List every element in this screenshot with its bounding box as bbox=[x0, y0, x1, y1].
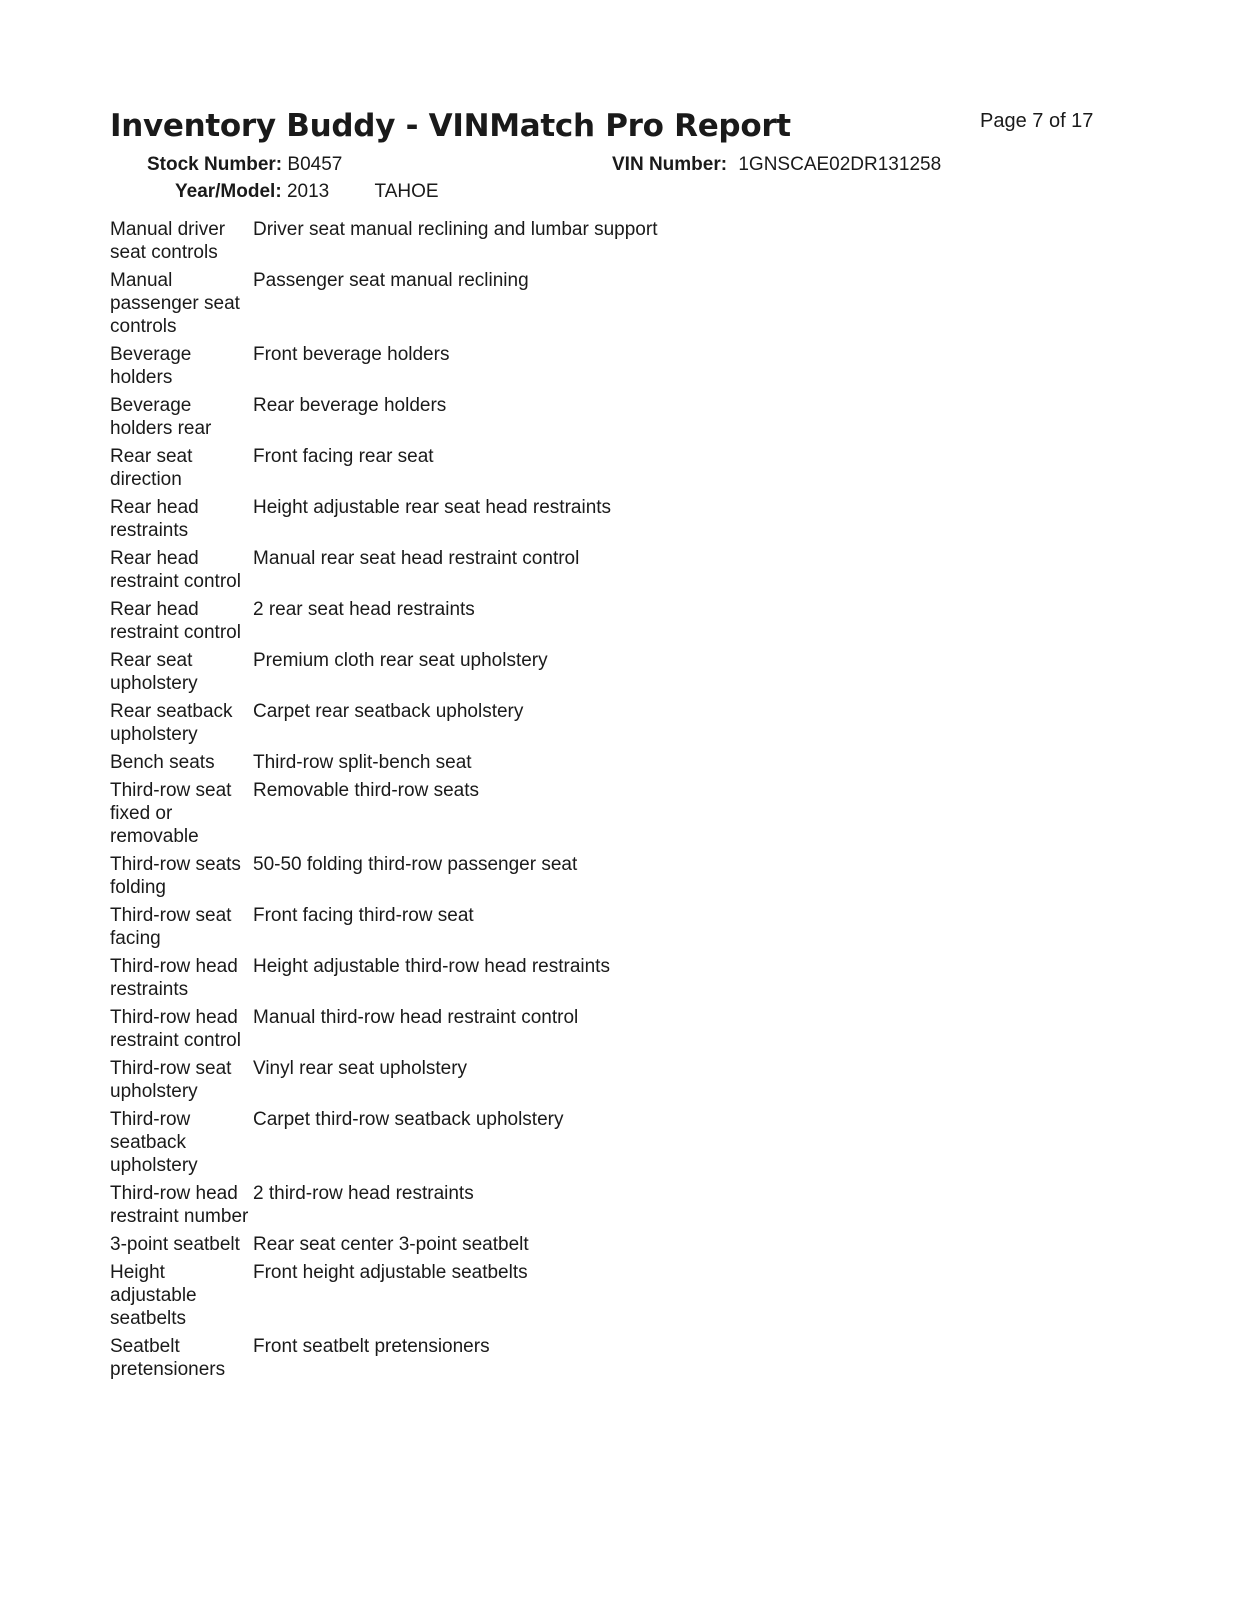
feature-value: 2 third-row head restraints bbox=[253, 1183, 474, 1204]
feature-value: Vinyl rear seat upholstery bbox=[253, 1058, 468, 1079]
feature-label: Manual passenger seat controls bbox=[110, 270, 240, 337]
feature-value: 2 rear seat head restraints bbox=[253, 599, 475, 620]
feature-row bbox=[110, 218, 750, 264]
feature-row bbox=[110, 1006, 750, 1052]
year-value: 2013 bbox=[286, 181, 330, 202]
feature-value: 50-50 folding third-row passenger seat bbox=[253, 854, 578, 875]
feature-label: Seatbelt pretensioners bbox=[110, 1336, 226, 1380]
feature-value: Carpet rear seatback upholstery bbox=[253, 701, 524, 722]
feature-label: Third-row seatback upholstery bbox=[110, 1109, 198, 1176]
feature-value: Height adjustable rear seat head restraints bbox=[253, 497, 612, 518]
feature-row bbox=[110, 1335, 750, 1381]
feature-label: Beverage holders bbox=[110, 344, 192, 388]
feature-value: Passenger seat manual reclining bbox=[253, 270, 529, 291]
feature-value: Front facing rear seat bbox=[253, 446, 434, 467]
feature-row bbox=[110, 853, 750, 899]
feature-label: Manual driver seat controls bbox=[110, 219, 226, 263]
feature-row bbox=[110, 1182, 750, 1228]
feature-row bbox=[110, 547, 750, 593]
feature-label: Rear seat direction bbox=[110, 446, 193, 490]
feature-value: Front height adjustable seatbelts bbox=[253, 1262, 528, 1283]
stock-number-line bbox=[147, 154, 342, 176]
feature-value: Height adjustable third-row head restraints bbox=[253, 956, 610, 977]
report-title: Inventory Buddy - VINMatch Pro Report bbox=[110, 108, 791, 144]
feature-label: Bench seats bbox=[110, 752, 215, 773]
feature-value: Removable third-row seats bbox=[253, 780, 479, 801]
feature-value: Rear beverage holders bbox=[253, 395, 447, 416]
feature-label: Third-row seat facing bbox=[110, 905, 232, 949]
feature-value: Manual rear seat head restraint control bbox=[253, 548, 580, 569]
feature-row bbox=[110, 779, 750, 848]
feature-value: Front facing third-row seat bbox=[253, 905, 474, 926]
feature-row bbox=[110, 598, 750, 644]
vin-number-label: VIN Number: bbox=[612, 154, 728, 175]
feature-value: Premium cloth rear seat upholstery bbox=[253, 650, 548, 671]
model-value: TAHOE bbox=[374, 181, 439, 202]
feature-row bbox=[110, 649, 750, 695]
vin-number-value: 1GNSCAE02DR131258 bbox=[738, 154, 942, 175]
feature-label: Beverage holders rear bbox=[110, 395, 212, 439]
feature-row bbox=[110, 955, 750, 1001]
feature-row bbox=[110, 394, 750, 440]
feature-row bbox=[110, 751, 750, 774]
feature-label: Rear head restraint control bbox=[110, 548, 241, 592]
feature-value: Third-row split-bench seat bbox=[253, 752, 472, 773]
feature-row bbox=[110, 1108, 750, 1177]
feature-row bbox=[110, 1057, 750, 1103]
feature-value: Rear seat center 3-point seatbelt bbox=[253, 1234, 529, 1255]
stock-number-label: Stock Number: bbox=[147, 154, 283, 175]
feature-row bbox=[110, 445, 750, 491]
feature-label: 3-point seatbelt bbox=[110, 1234, 240, 1255]
feature-value: Carpet third-row seatback upholstery bbox=[253, 1109, 564, 1130]
feature-row bbox=[110, 343, 750, 389]
feature-label: Third-row head restraint number bbox=[110, 1183, 249, 1227]
feature-label: Rear head restraint control bbox=[110, 599, 241, 643]
feature-row bbox=[110, 1261, 750, 1330]
feature-label: Rear seatback upholstery bbox=[110, 701, 233, 745]
year-model-line bbox=[175, 181, 439, 203]
feature-value: Front seatbelt pretensioners bbox=[253, 1336, 490, 1357]
vin-number-line bbox=[612, 154, 941, 176]
feature-label: Third-row seat fixed or removable bbox=[110, 780, 232, 847]
feature-label: Rear head restraints bbox=[110, 497, 199, 541]
feature-label: Third-row head restraint control bbox=[110, 1007, 241, 1051]
feature-label: Third-row seat upholstery bbox=[110, 1058, 232, 1102]
feature-row bbox=[110, 904, 750, 950]
feature-list bbox=[110, 218, 750, 1386]
feature-row bbox=[110, 1233, 750, 1256]
stock-number-value: B0457 bbox=[287, 154, 343, 175]
feature-label: Height adjustable seatbelts bbox=[110, 1262, 197, 1329]
page-number: Page 7 of 17 bbox=[980, 110, 1094, 132]
feature-row bbox=[110, 496, 750, 542]
feature-value: Manual third-row head restraint control bbox=[253, 1007, 579, 1028]
year-model-label: Year/Model: bbox=[175, 181, 282, 202]
feature-row bbox=[110, 269, 750, 338]
feature-label: Rear seat upholstery bbox=[110, 650, 198, 694]
feature-row bbox=[110, 700, 750, 746]
feature-label: Third-row head restraints bbox=[110, 956, 238, 1000]
feature-value: Front beverage holders bbox=[253, 344, 450, 365]
feature-value: Driver seat manual reclining and lumbar support bbox=[253, 219, 658, 240]
feature-label: Third-row seats folding bbox=[110, 854, 241, 898]
